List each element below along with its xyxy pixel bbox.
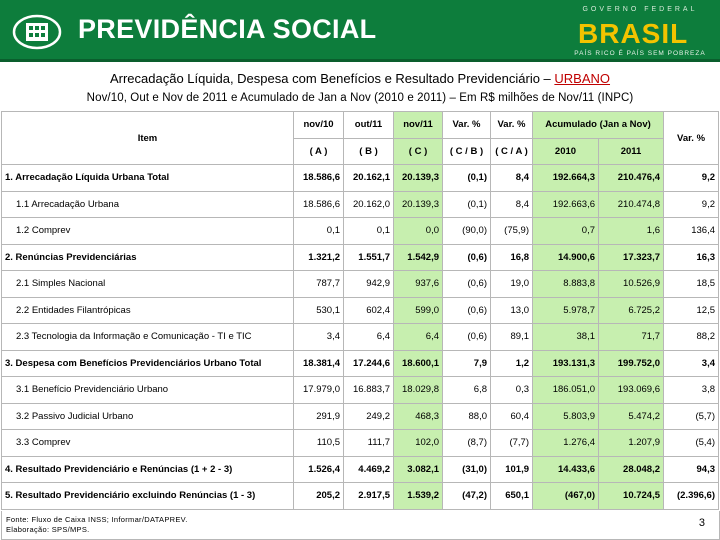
table-cell: 4.469,2 xyxy=(344,456,394,483)
table-cell: 20.139,3 xyxy=(394,165,443,192)
table-cell: 18.586,6 xyxy=(294,165,344,192)
table-cell: 599,0 xyxy=(394,297,443,324)
row-label: 4. Resultado Previdenciário e Renúncias (1 + 2 - 3) xyxy=(2,456,294,483)
col-subheader: ( A ) xyxy=(294,138,344,165)
table-row xyxy=(2,403,719,430)
table-cell: 18,5 xyxy=(664,271,719,298)
table-cell: 942,9 xyxy=(344,271,394,298)
table-cell: 10.526,9 xyxy=(599,271,664,298)
col-header: out/11 xyxy=(344,112,394,139)
table-cell: 16.883,7 xyxy=(344,377,394,404)
table-row xyxy=(2,191,719,218)
data-table xyxy=(1,111,719,510)
table-row xyxy=(2,483,719,510)
page-subtitle: Nov/10, Out e Nov de 2011 e Acumulado de Jan a Nov (2010 e 2011) – Em R$ milhões de Nov/11 (INPC) xyxy=(86,92,634,104)
header-banner xyxy=(0,0,720,62)
table-row xyxy=(2,165,719,192)
table-cell: 1.539,2 xyxy=(394,483,443,510)
table-row xyxy=(2,430,719,457)
table-cell: 291,9 xyxy=(294,403,344,430)
col-header: Var. % xyxy=(664,112,719,165)
table-cell: 2.917,5 xyxy=(344,483,394,510)
source-note xyxy=(6,515,188,535)
table-cell: 71,7 xyxy=(599,324,664,351)
table-cell: 650,1 xyxy=(491,483,533,510)
table-cell: 20.162,1 xyxy=(344,165,394,192)
table-cell: (47,2) xyxy=(443,483,491,510)
table-cell: 9,2 xyxy=(664,165,719,192)
col-subheader: 2011 xyxy=(599,138,664,165)
row-label: 2.3 Tecnologia da Informação e Comunicação - TI e TIC xyxy=(2,324,294,351)
table-cell: 192.664,3 xyxy=(533,165,599,192)
table-cell: (5,4) xyxy=(664,430,719,457)
row-label: 1.2 Comprev xyxy=(2,218,294,245)
table-cell: 5.474,2 xyxy=(599,403,664,430)
table-cell: 9,2 xyxy=(664,191,719,218)
table-row xyxy=(2,297,719,324)
brasil-text: BRASIL xyxy=(578,18,689,49)
table-cell: 60,4 xyxy=(491,403,533,430)
col-header: Var. % xyxy=(491,112,533,139)
table-row xyxy=(2,456,719,483)
table-cell: 8.883,8 xyxy=(533,271,599,298)
brasil-wordmark xyxy=(572,16,708,50)
table-cell: (0,6) xyxy=(443,324,491,351)
table-cell: 210.476,4 xyxy=(599,165,664,192)
table-cell: 1,2 xyxy=(491,350,533,377)
col-subheader: ( C ) xyxy=(394,138,443,165)
table-row xyxy=(2,218,719,245)
table-cell: 1,6 xyxy=(599,218,664,245)
table-cell: 1.276,4 xyxy=(533,430,599,457)
table-cell: (0,6) xyxy=(443,297,491,324)
table-cell: (90,0) xyxy=(443,218,491,245)
table-row xyxy=(2,324,719,351)
table-cell: 8,4 xyxy=(491,191,533,218)
table-cell: 89,1 xyxy=(491,324,533,351)
row-label: 3.1 Benefício Previdenciário Urbano xyxy=(2,377,294,404)
table-cell: 3,4 xyxy=(294,324,344,351)
table-cell: 6,8 xyxy=(443,377,491,404)
row-label: 1. Arrecadação Líquida Urbana Total xyxy=(2,165,294,192)
table-cell: 28.048,2 xyxy=(599,456,664,483)
col-subheader: ( C / B ) xyxy=(443,138,491,165)
col-subheader: ( B ) xyxy=(344,138,394,165)
table-cell: 1.542,9 xyxy=(394,244,443,271)
table-cell: 1.207,9 xyxy=(599,430,664,457)
table-cell: (8,7) xyxy=(443,430,491,457)
table-cell: 0,0 xyxy=(394,218,443,245)
table-cell: 6,4 xyxy=(344,324,394,351)
table-cell: 17.244,6 xyxy=(344,350,394,377)
table-cell: 1.321,2 xyxy=(294,244,344,271)
table-cell: 0,1 xyxy=(344,218,394,245)
table-body xyxy=(2,165,719,510)
row-label: 2.2 Entidades Filantrópicas xyxy=(2,297,294,324)
table-cell: 17.979,0 xyxy=(294,377,344,404)
banner-stripe xyxy=(0,59,720,62)
table-cell: 1.551,7 xyxy=(344,244,394,271)
table-cell: 787,7 xyxy=(294,271,344,298)
gov-slogan: PAÍS RICO É PAÍS SEM POBREZA xyxy=(574,50,706,57)
table-cell: 249,2 xyxy=(344,403,394,430)
table-cell: 186.051,0 xyxy=(533,377,599,404)
table-cell: 88,0 xyxy=(443,403,491,430)
table-row xyxy=(2,271,719,298)
table-cell: 88,2 xyxy=(664,324,719,351)
table-cell: 8,4 xyxy=(491,165,533,192)
table-header-row xyxy=(2,112,719,139)
table-cell: (0,1) xyxy=(443,165,491,192)
table-cell: 18.586,6 xyxy=(294,191,344,218)
table-cell: 205,2 xyxy=(294,483,344,510)
title-highlight: URBANO xyxy=(554,71,611,86)
gov-line: GOVERNO FEDERAL xyxy=(582,6,698,13)
table-cell: (0,6) xyxy=(443,244,491,271)
table-cell: 18.029,8 xyxy=(394,377,443,404)
table-cell: 7,9 xyxy=(443,350,491,377)
table-cell: (467,0) xyxy=(533,483,599,510)
table-cell: 193.069,6 xyxy=(599,377,664,404)
row-label: 3.3 Comprev xyxy=(2,430,294,457)
col-header: Var. % xyxy=(443,112,491,139)
table-cell: 199.752,0 xyxy=(599,350,664,377)
table-cell: 192.663,6 xyxy=(533,191,599,218)
table-row xyxy=(2,244,719,271)
row-label: 2.1 Simples Nacional xyxy=(2,271,294,298)
row-label: 5. Resultado Previdenciário excluindo Renúncias (1 - 3) xyxy=(2,483,294,510)
table-cell: 16,8 xyxy=(491,244,533,271)
table-cell: 38,1 xyxy=(533,324,599,351)
table-cell: (31,0) xyxy=(443,456,491,483)
table-cell: 0,7 xyxy=(533,218,599,245)
governo-federal-logo xyxy=(572,6,712,58)
table-cell: 17.323,7 xyxy=(599,244,664,271)
table-cell: 16,3 xyxy=(664,244,719,271)
table-cell: 3,8 xyxy=(664,377,719,404)
brand-title: PREVIDÊNCIA SOCIAL xyxy=(78,14,377,44)
table-cell: 210.474,8 xyxy=(599,191,664,218)
row-label: 1.1 Arrecadação Urbana xyxy=(2,191,294,218)
table-cell: (5,7) xyxy=(664,403,719,430)
page-number: 3 xyxy=(698,517,705,529)
table-cell: 13,0 xyxy=(491,297,533,324)
col-header-accumulated: Acumulado (Jan a Nov) xyxy=(533,112,664,139)
table-cell: (0,1) xyxy=(443,191,491,218)
previdencia-logo-icon xyxy=(12,14,62,50)
col-subheader: ( C / A ) xyxy=(491,138,533,165)
table-cell: 94,3 xyxy=(664,456,719,483)
table-cell: 0,3 xyxy=(491,377,533,404)
table-cell: 12,5 xyxy=(664,297,719,324)
table-cell: 20.139,3 xyxy=(394,191,443,218)
row-label: 3.2 Passivo Judicial Urbano xyxy=(2,403,294,430)
table-cell: 6.725,2 xyxy=(599,297,664,324)
table-cell: 530,1 xyxy=(294,297,344,324)
table-cell: (0,6) xyxy=(443,271,491,298)
table-cell: 937,6 xyxy=(394,271,443,298)
table-cell: 468,3 xyxy=(394,403,443,430)
col-header-item: Item xyxy=(2,112,294,165)
table-cell: 14.433,6 xyxy=(533,456,599,483)
table-row xyxy=(2,377,719,404)
table-cell: 102,0 xyxy=(394,430,443,457)
row-label: 3. Despesa com Benefícios Previdenciários Urbano Total xyxy=(2,350,294,377)
table-cell: 18.381,4 xyxy=(294,350,344,377)
table-cell: 10.724,5 xyxy=(599,483,664,510)
row-label: 2. Renúncias Previdenciárias xyxy=(2,244,294,271)
col-header: nov/11 xyxy=(394,112,443,139)
table-cell: (75,9) xyxy=(491,218,533,245)
table-cell: 101,9 xyxy=(491,456,533,483)
table-cell: (2.396,6) xyxy=(664,483,719,510)
page-title xyxy=(0,71,720,86)
table-cell: (7,7) xyxy=(491,430,533,457)
prepared-line: Elaboração: SPS/MPS. xyxy=(6,525,90,534)
table-cell: 19,0 xyxy=(491,271,533,298)
table-cell: 193.131,3 xyxy=(533,350,599,377)
table-cell: 602,4 xyxy=(344,297,394,324)
table-cell: 3,4 xyxy=(664,350,719,377)
footer xyxy=(1,511,720,540)
table-cell: 0,1 xyxy=(294,218,344,245)
title-text: Arrecadação Líquida, Despesa com Benefícios e Resultado Previdenciário – xyxy=(109,71,555,86)
table-cell: 111,7 xyxy=(344,430,394,457)
source-line: Fonte: Fluxo de Caixa INSS; Informar/DATAPREV. xyxy=(6,515,188,524)
table-cell: 5.803,9 xyxy=(533,403,599,430)
table-cell: 3.082,1 xyxy=(394,456,443,483)
col-subheader: 2010 xyxy=(533,138,599,165)
table-cell: 6,4 xyxy=(394,324,443,351)
table-cell: 18.600,1 xyxy=(394,350,443,377)
table-cell: 110,5 xyxy=(294,430,344,457)
table-cell: 1.526,4 xyxy=(294,456,344,483)
table-row xyxy=(2,350,719,377)
table-cell: 5.978,7 xyxy=(533,297,599,324)
table-cell: 20.162,0 xyxy=(344,191,394,218)
table-cell: 14.900,6 xyxy=(533,244,599,271)
col-header: nov/10 xyxy=(294,112,344,139)
table-cell: 136,4 xyxy=(664,218,719,245)
